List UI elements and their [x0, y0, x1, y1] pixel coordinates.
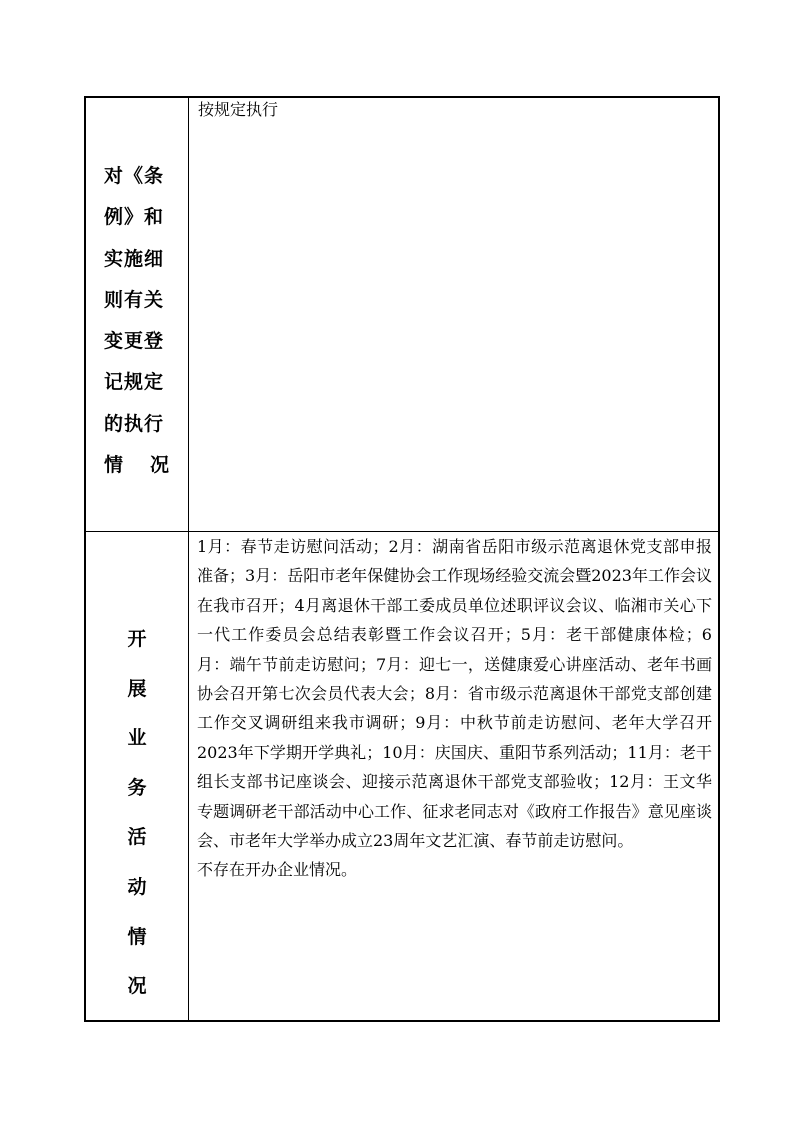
content-cell-regulation-compliance — [189, 98, 718, 531]
table-row-regulation-compliance — [86, 98, 718, 532]
activities-paragraph: 1月：春节走访慰问活动；2月：湖南省岳阳市级示范离退休党支部申报准备；3月：岳阳市老年保健协会工作现场经验交流会暨2023年工作会议在我市召开；4月离退休干部工委成员单位述职评议会议、临湘市关心下一代工作委员会总结表彰暨工作会议召开；5月：老干部健康体检；6月：端午节前走访慰问；7月：迎七一，送健康爱心讲座活动、老年书画协会召开第七次会员代表大会；8月：省市级示范离退休干部党支部创建工作交叉调研组来我市调研；9月：中秋节前走访慰问、老年大学召开2023年下学期开学典礼；10月：庆国庆、重阳节系列活动；11月：老干组长支部书记座谈会、迎接示范离退休干部党支部验收；12月：王文华专题调研老干部活动中心工作、征求老同志对《政府工作报告》意见座谈会、市老年大学举办成立23周年文艺汇演、春节前走访慰问。 — [197, 537, 712, 851]
row-label-business-activities — [86, 615, 188, 1012]
label-line: 实施细 — [104, 247, 165, 270]
label-line: 的执行 — [104, 412, 165, 435]
label-char: 情 — [104, 454, 125, 477]
label-char: 动 — [127, 875, 147, 898]
table-row-business-activities — [86, 532, 718, 1020]
content-text-regulation-compliance: 按规定执行 — [198, 100, 279, 119]
content-text-business-activities — [197, 532, 712, 885]
content-cell-business-activities — [189, 532, 718, 1020]
label-char: 况 — [127, 975, 147, 998]
label-char: 情 — [127, 925, 147, 948]
activities-paragraph: 不存在开办企业情况。 — [197, 860, 358, 880]
form-table — [84, 96, 720, 1022]
label-char: 展 — [127, 677, 147, 700]
label-line: 变更登 — [104, 330, 165, 353]
label-line-last — [104, 445, 170, 486]
row-label-regulation-compliance — [104, 156, 176, 486]
label-char: 况 — [149, 454, 170, 477]
label-line: 对《条 — [104, 165, 165, 187]
label-line: 则有关 — [104, 288, 165, 311]
label-char: 业 — [127, 727, 147, 750]
label-char: 务 — [127, 776, 147, 799]
label-char: 开 — [127, 628, 147, 650]
label-cell-business-activities — [86, 532, 189, 1020]
label-line: 例》和 — [104, 206, 165, 229]
label-char: 活 — [127, 826, 147, 849]
label-line: 记规定 — [104, 371, 165, 394]
label-cell-regulation-compliance — [86, 98, 189, 531]
